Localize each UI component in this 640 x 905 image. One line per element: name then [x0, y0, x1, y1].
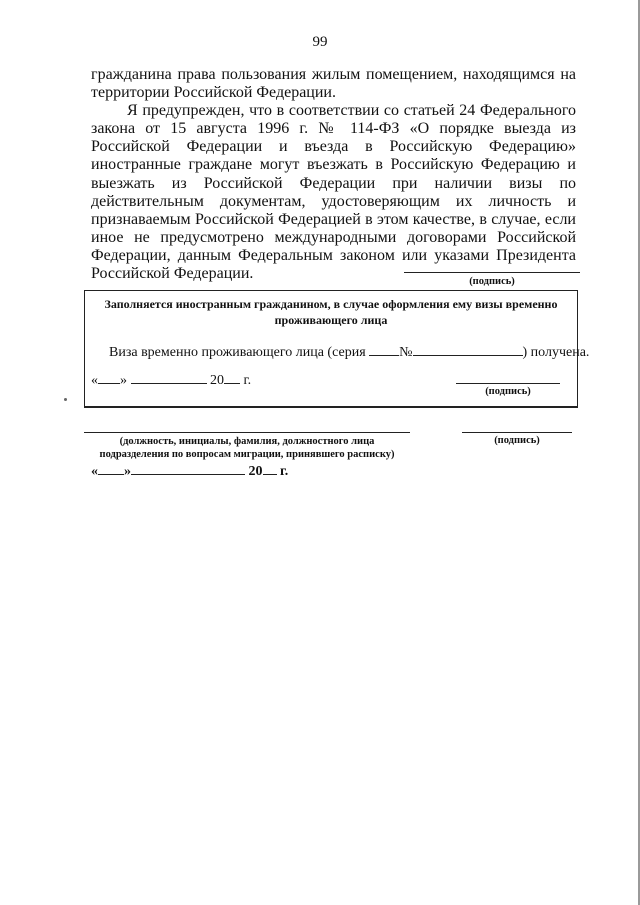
visa-series-field[interactable] — [369, 343, 399, 356]
visa-number-sign: № — [399, 345, 413, 360]
official-caption-line2: подразделения по вопросам миграции, принявшего расписку) — [99, 449, 395, 460]
date-day-field[interactable] — [98, 462, 124, 475]
signature-line[interactable] — [404, 272, 580, 273]
date-year-field[interactable] — [263, 462, 277, 475]
signature-caption: (подпись) — [469, 276, 515, 287]
date-open-quote: « — [91, 464, 98, 479]
official-caption — [84, 435, 410, 461]
visa-text-start: Виза временно проживающего лица (серия — [109, 345, 366, 360]
visa-number-field[interactable] — [413, 343, 523, 356]
visa-box-title: Заполняется иностранным гражданином, в случае оформления ему визы временно проживающего лица — [104, 297, 558, 327]
visa-box — [84, 290, 590, 408]
paragraph-warning: Я предупрежден, что в соответствии со статьей 24 Федерального закона от 15 августа 1996 г. № 114-ФЗ «О порядке выезда из Российской Федерации и въезда в Российскую Федерацию» иностранные граждане могут въезжать в Российскую Федерацию и выезжать из Российской Федерации при наличии визы по действительным документам, удостоверяющим их личность и признаваемым Российской Федерацией в этом качестве, в случае, если иное не предусмотрено международными договорами Российской Федерации, данным Федеральным законом или указами Президента Российской Федерации. — [91, 102, 576, 283]
official-signature-caption: (подпись) — [494, 435, 540, 446]
page-number: 99 — [312, 34, 328, 50]
official-date — [91, 462, 288, 480]
official-name-line[interactable] — [84, 432, 410, 433]
date-year-field[interactable] — [224, 371, 240, 384]
scan-speck — [64, 398, 67, 401]
date-month-field[interactable] — [131, 462, 245, 475]
date-year-suffix: г. — [243, 373, 252, 388]
visa-signature-caption: (подпись) — [485, 386, 531, 397]
visa-signature-line[interactable] — [456, 383, 560, 384]
date-year-suffix: г. — [280, 464, 289, 479]
date-year-prefix: 20 — [248, 464, 263, 479]
paragraph-continuation: гражданина права пользования жилым помещением, находящимся на территории Российской Федерации. — [91, 66, 576, 102]
date-open-quote: « — [91, 373, 98, 388]
visa-line — [109, 343, 589, 361]
visa-date — [91, 371, 251, 389]
date-day-field[interactable] — [98, 371, 120, 384]
official-caption-line1: (должность, инициалы, фамилия, должностного лица — [119, 436, 375, 447]
visa-text-end: ) получена. — [522, 345, 590, 360]
date-month-field[interactable] — [131, 371, 207, 384]
official-signature-line[interactable] — [462, 432, 572, 433]
date-close-quote: » — [124, 464, 131, 479]
body-text — [91, 66, 576, 283]
date-close-quote: » — [120, 373, 127, 388]
date-year-prefix: 20 — [210, 373, 224, 388]
